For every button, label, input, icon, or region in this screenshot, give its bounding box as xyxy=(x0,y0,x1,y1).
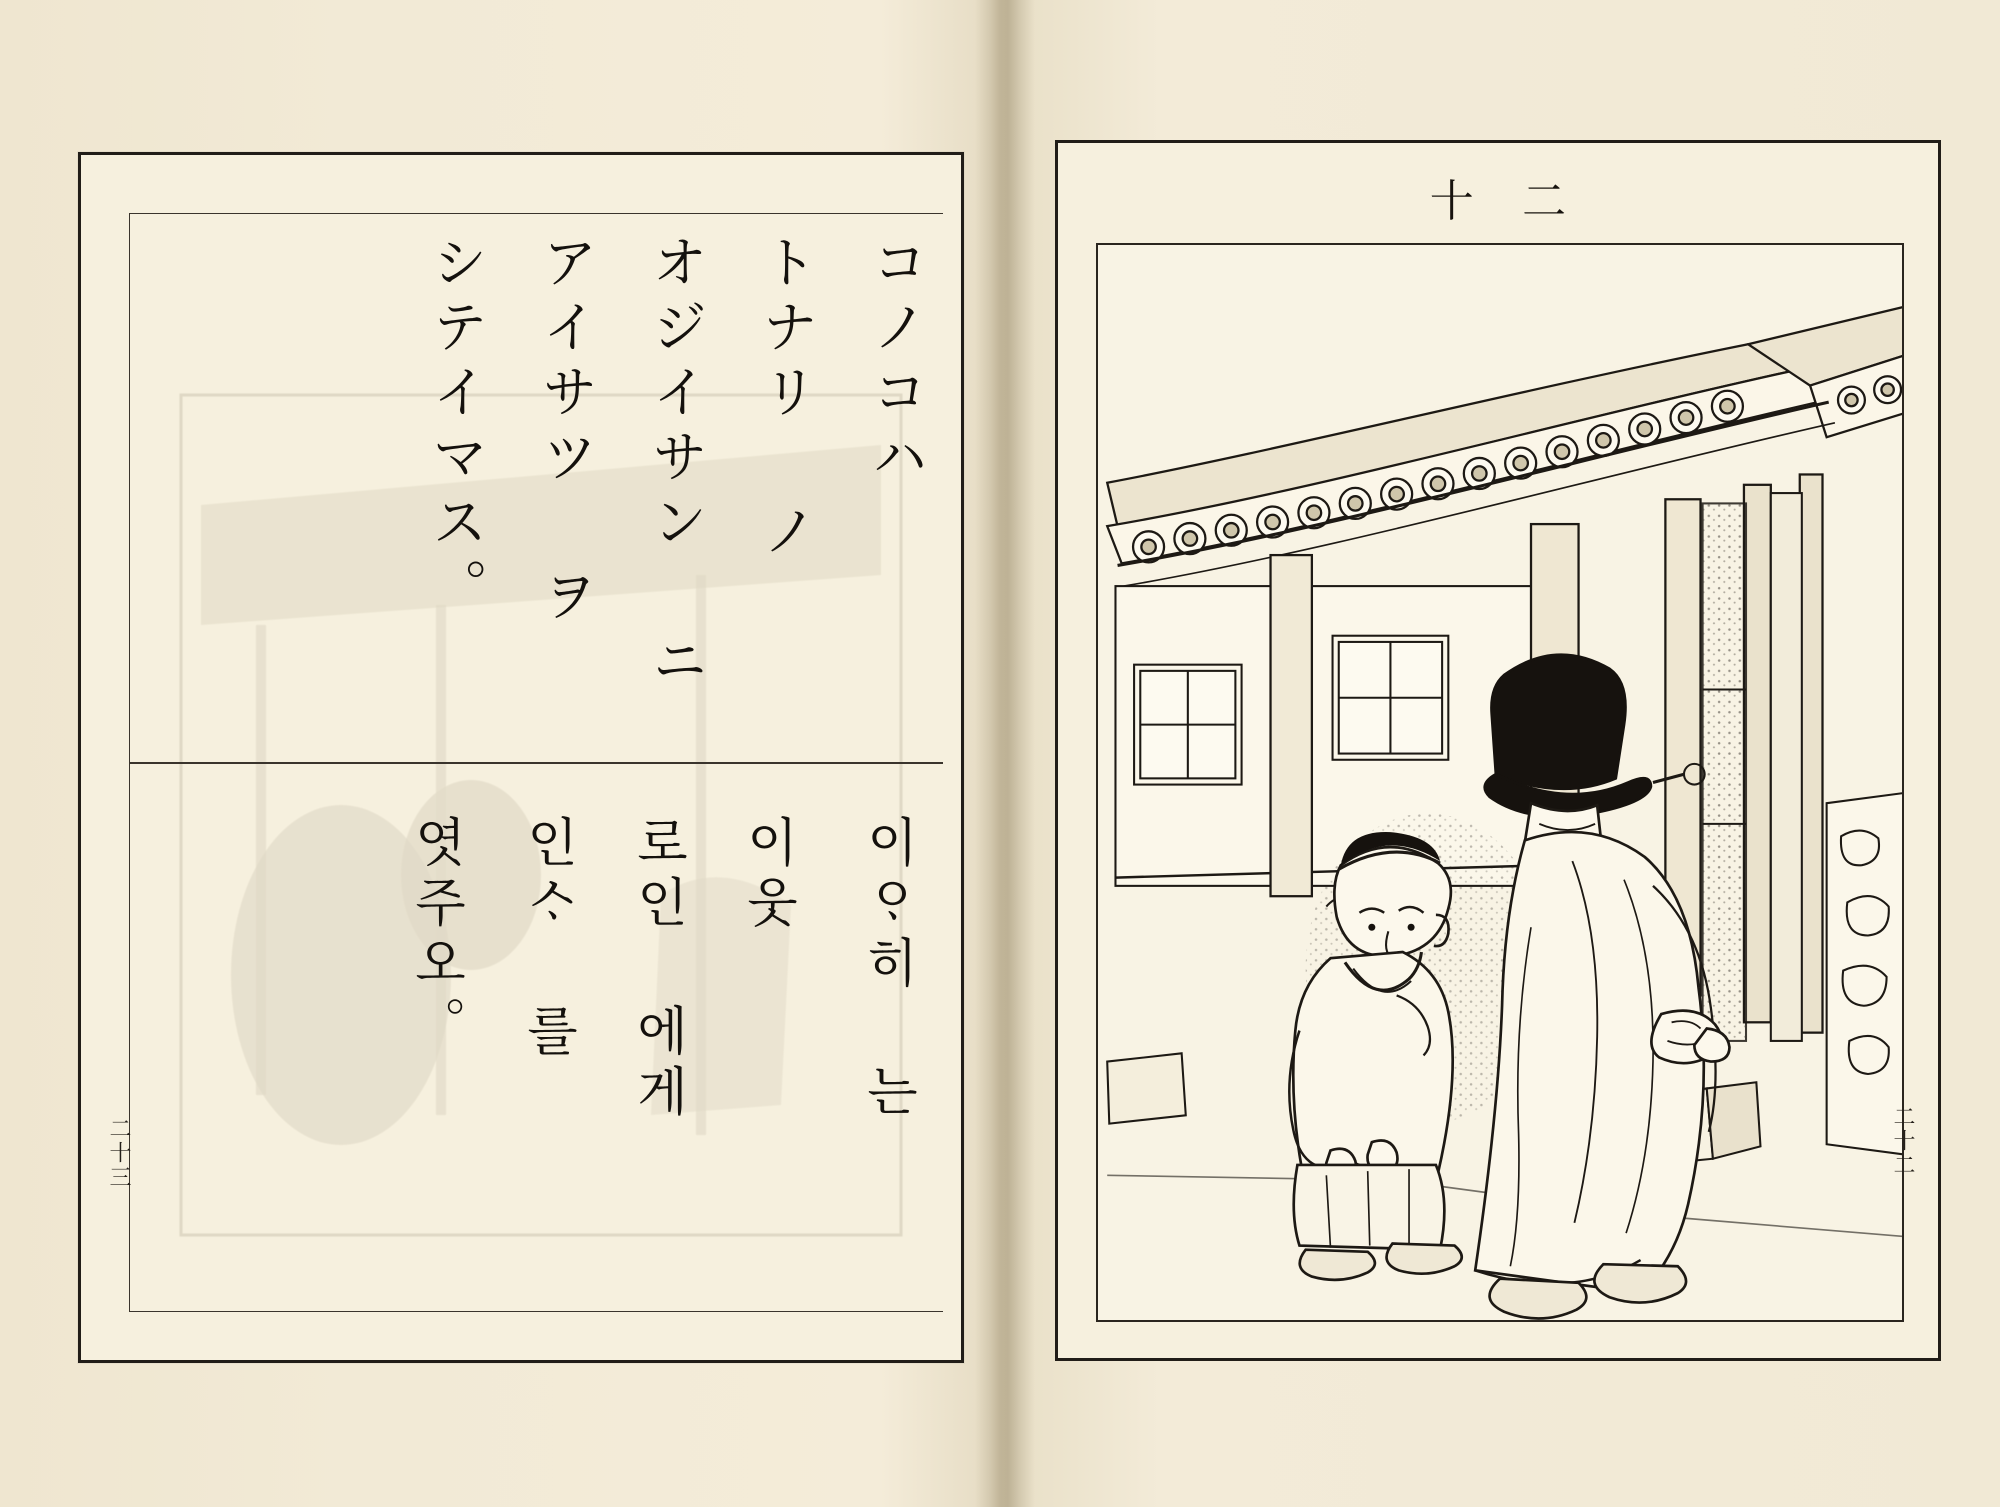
page-number-left: 二十三 xyxy=(106,1117,131,1190)
japanese-column-4: アイサツ ヲ xyxy=(533,233,598,632)
left-page xyxy=(78,152,964,1363)
japanese-column-3: オジイサン ニ xyxy=(643,233,708,697)
korean-column-3: 로인 에게 xyxy=(627,815,687,1125)
japanese-column-5: シテイマス。 xyxy=(423,233,488,623)
korean-column-4: 인ᄉᆞ 를 xyxy=(517,815,577,1065)
section-divider xyxy=(129,762,943,764)
korean-column-1: 이ᄋᆞ히 는 xyxy=(857,815,917,1125)
korean-column-2: 이웃 xyxy=(737,815,797,936)
page-number-right: 二十二 xyxy=(1890,1105,1915,1178)
lesson-number: 十二 xyxy=(1429,176,1615,227)
book-gutter-shadow xyxy=(975,0,1035,1507)
korean-column-5: 엿주오。 xyxy=(405,815,465,1057)
japanese-column-1: コノコハ xyxy=(863,233,928,493)
illustration-frame xyxy=(1096,243,1904,1322)
japanese-column-2: トナリ ノ xyxy=(753,233,818,567)
illustration-bow-to-elder xyxy=(1098,245,1902,1320)
right-page xyxy=(1055,140,1941,1361)
